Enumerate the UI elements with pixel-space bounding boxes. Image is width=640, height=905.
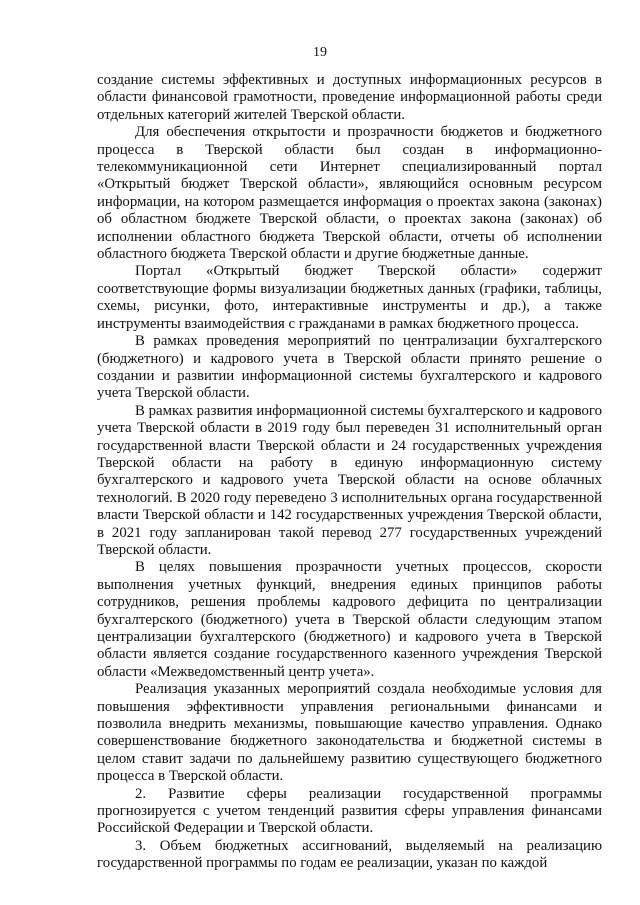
paragraph: Для обеспечения открытости и прозрачности бюджетов и бюджетного процесса в Тверской области был создан в информационно-телекоммуникационной сети Интернет специализированный портал «Открытый бюджет Тверской области», являющийся основным ресурсом информации, на котором размещается информация о проектах закона (законах) об областном бюджете Тверской области, о проектах закона (законах) об исполнении областного бюджета Тверской области, отчеты об исполнении областного бюджета Тверской области и другие бюджетные данные. [97,124,602,263]
paragraph: создание системы эффективных и доступных информационных ресурсов в области финансовой грамотности, проведение информационной работы среди отдельных категорий жителей Тверской области. [97,72,602,123]
paragraph: 2. Развитие сферы реализации государственной программы прогнозируется с учетом тенденций развития сферы управления финансами Российской Федерации и Тверской области. [97,785,602,837]
paragraph: Портал «Открытый бюджет Тверской области» содержит соответствующие формы визуализации бюджетных данных (графики, таблицы, схемы, рисунки, фото, интерактивные инструменты и др.), а также инструменты взаимодействия с гражданами в рамках бюджетного процесса. [97,263,602,332]
paragraph: В рамках развития информационной системы бухгалтерского и кадрового учета Тверской области в 2019 году был переведен 31 исполнительный орган государственной власти Тверской области и 24 государственных учреждения Тверской области на работу в единую информационную систему бухгалтерского и кадрового учета Тверской области на основе облачных технологий. В 2020 году переведено 3 исполнительных органа государственной власти Тверской области и 142 государственных учреждения Тверской области, в 2021 году запланирован такой перевод 277 государственных учреждений Тверской области. [97,402,602,558]
paragraph: 3. Объем бюджетных ассигнований, выделяемый на реализацию государственной программы по годам ее реализации, указан по каждой [97,837,602,872]
page-number: 19 [313,45,327,60]
paragraph: В целях повышения прозрачности учетных процессов, скорости выполнения учетных функций, внедрения единых принципов работы сотрудников, решения проблемы кадрового дефицита по централизации бухгалтерского (бюджетного) учета в Тверской области следующим этапом централизации бухгалтерского (бюджетного) и кадрового учета в Тверской области является создание государственного казенного учреждения Тверской области «Межведомственный центр учета». [97,559,602,680]
paragraph: Реализация указанных мероприятий создала необходимые условия для повышения эффективности управления региональными финансами и позволила внедрить механизмы, повышающие качество управления. Однако совершенствование бюджетного законодательства и бюджетной системы в целом ставит задачи по дальнейшему развитию существующего бюджетного процесса в Тверской области. [97,681,602,785]
paragraph: В рамках проведения мероприятий по централизации бухгалтерского (бюджетного) и кадрового учета в Тверской области принято решение о создании и развитии информационной системы бухгалтерского и кадрового учета Тверской области. [97,333,602,402]
document-body [97,72,602,873]
